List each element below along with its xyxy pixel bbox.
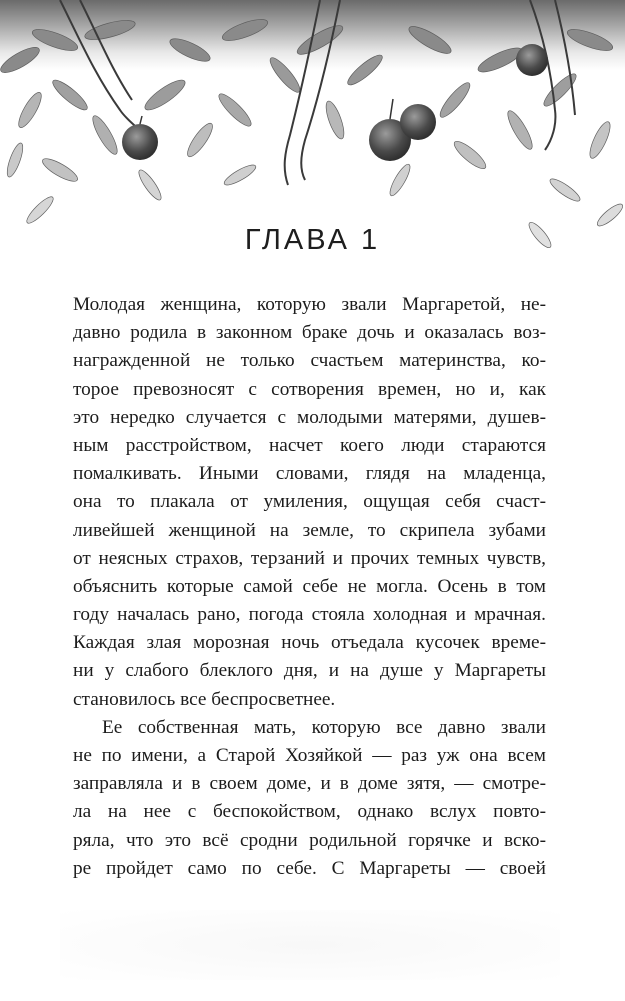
text-line: от неясных страхов, терзаний и прочих темных чувств, <box>73 547 546 569</box>
text-line: году началась рано, погода стояла холодная и мрачная. <box>73 604 546 626</box>
chapter-title: ГЛАВА 1 <box>244 224 381 256</box>
text-line: Ее собственная мать, которую все давно звали <box>102 716 546 738</box>
text-line: это нередко случается с молодыми матерями, душев- <box>73 406 546 428</box>
text-line: заправляла и в своем доме, и в доме зятя, — смотре- <box>73 773 546 795</box>
text-line: Молодая женщина, которую звали Маргаретой, не- <box>73 294 546 315</box>
apple-tree-illustration <box>0 0 625 260</box>
text-line: награжденной не только счастьем материнства, ко- <box>73 350 546 372</box>
text-line: ре пройдет само по себе. С Маргареты — своей <box>73 857 546 879</box>
text-line: ряла, что это всё сродни родильной горячке и вско- <box>73 829 546 851</box>
bottom-faded-area <box>60 910 560 980</box>
text-line: торое превозносят с сотворения времен, но и, как <box>73 378 546 400</box>
text-line: Каждая злая морозная ночь отъедала кусочек време- <box>73 632 546 654</box>
text-line: давно родила в законном браке дочь и оказалась воз- <box>73 322 546 344</box>
text-line: ливейшей женщиной на земле, то скрипела зубами <box>73 519 546 541</box>
text-line: она то плакала от умиления, ощущая себя счаст- <box>73 491 546 513</box>
text-line: ла на нее с беспокойством, однако вслух повто- <box>73 801 546 823</box>
paragraph <box>73 291 546 714</box>
text-line: ни у слабого блеклого дня, и на душе у Маргареты <box>73 660 546 682</box>
text-line: помалкивать. Иными словами, глядя на младенца, <box>73 463 546 485</box>
text-line: становилось все беспросветнее. <box>73 688 336 710</box>
text-line: не по имени, а Старой Хозяйкой — раз уж она всем <box>73 745 546 766</box>
chapter-body <box>73 291 546 883</box>
paragraph <box>73 714 546 883</box>
text-line: объяснить которые самой себе не могла. Осень в том <box>73 575 546 597</box>
text-line: ным расстройством, насчет коего люди стараются <box>73 434 546 456</box>
